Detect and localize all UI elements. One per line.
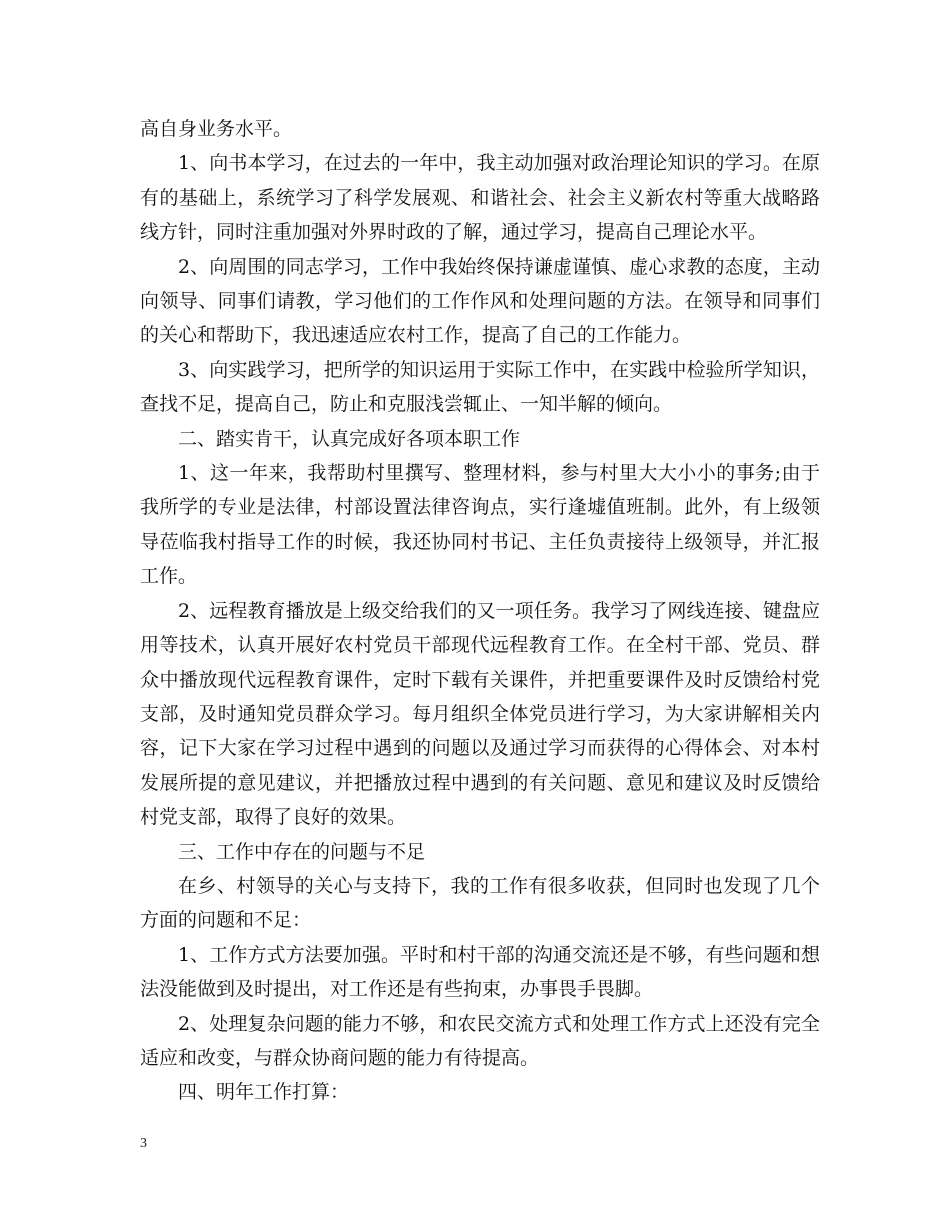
paragraph-4: 3、向实践学习，把所学的知识运用于实际工作中，在实践中检验所学知识，查找不足，提高自己，防止和克服浅尝辄止、一知半解的倾向。	[140, 358, 820, 416]
paragraph-11: 2、处理复杂问题的能力不够，和农民交流方式和处理工作方式上还没有完全适应和改变，与群众协商问题的能力有待提高。	[140, 1012, 820, 1069]
paragraph-3: 2、向周围的同志学习，工作中我始终保持谦虚谨慎、虚心求教的态度，主动向领导、同事们请教，学习他们的工作作风和处理问题的方法。在领导和同事们的关心和帮助下，我迅速适应农村工作，提高了自己的工作能力。	[140, 255, 820, 347]
paragraph-6: 1、这一年来，我帮助村里撰写、整理材料，参与村里大大小小的事务;由于我所学的专业是法律，村部设置法律咨询点，实行逢墟值班制。此外，有上级领导莅临我村指导工作的时候，我还协同村书记、主任负责接待上级领导，并汇报工作。	[140, 462, 820, 588]
paragraph-2: 1、向书本学习，在过去的一年中，我主动加强对政治理论知识的学习。在原有的基础上，系统学习了科学发展观、和谐社会、社会主义新农村等重大战略路线方针，同时注重加强对外界时政的了解，通过学习，提高自己理论水平。	[140, 152, 820, 244]
section-heading-4: 四、明年工作打算：	[178, 1081, 350, 1104]
paragraph-9: 在乡、村领导的关心与支持下，我的工作有很多收获，但同时也发现了几个方面的问题和不足：	[140, 874, 820, 932]
paragraph-7: 2、远程教育播放是上级交给我们的又一项任务。我学习了网线连接、键盘应用等技术，认真开展好农村党员干部现代远程教育工作。在全村干部、党员、群众中播放现代远程教育课件，定时下载有关课件，并把重要课件及时反馈给村党支部，及时通知党员群众学习。每月组织全体党员进行学习，为大家讲解相关内容，记下大家在学习过程中遇到的问题以及通过学习而获得的心得体会、对本村发展所提的意见建议，并把播放过程中遇到的有关问题、意见和建议及时反馈给村党支部，取得了良好的效果。	[140, 599, 820, 829]
section-heading-3: 三、工作中存在的问题与不足	[178, 840, 426, 863]
page-number: 3	[140, 1136, 147, 1151]
paragraph-10: 1、工作方式方法要加强。平时和村干部的沟通交流还是不够，有些问题和想法没能做到及时提出，对工作还是有些拘束，办事畏手畏脚。	[140, 943, 820, 1001]
section-heading-2: 二、踏实肯干，认真完成好各项本职工作	[178, 427, 521, 450]
paragraph-1: 高自身业务水平。	[140, 118, 293, 140]
document-body	[140, 112, 820, 1110]
